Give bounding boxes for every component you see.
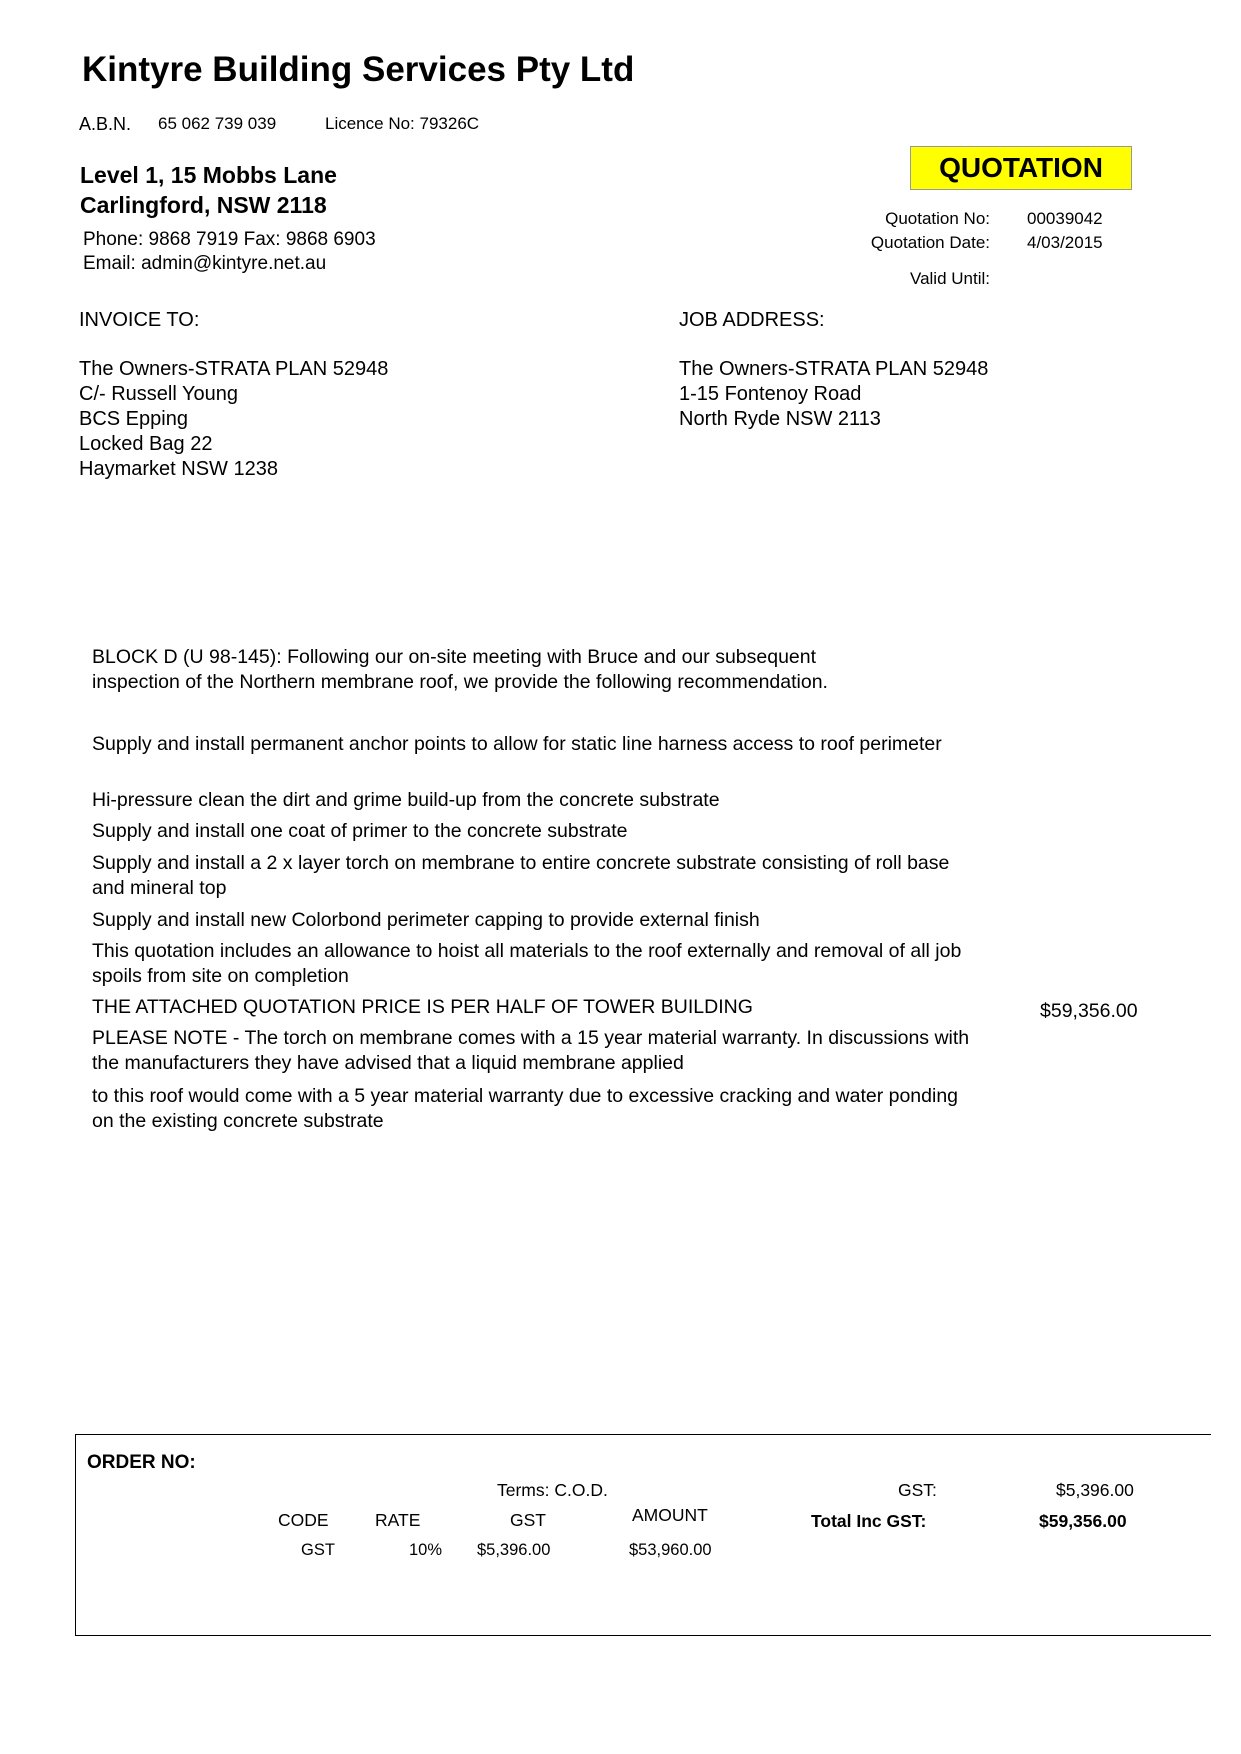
- quotation-badge: QUOTATION: [910, 146, 1132, 190]
- job-address-line: North Ryde NSW 2113: [679, 408, 881, 430]
- email: Email: admin@kintyre.net.au: [83, 253, 327, 274]
- scope-item: Supply and install a 2 x layer torch on membrane to entire concrete substrate consisting of roll base and mineral top: [92, 852, 950, 899]
- quotation-number: 00039042: [1027, 209, 1103, 228]
- invoice-line: Locked Bag 22: [79, 433, 213, 455]
- abn-value: 65 062 739 039: [158, 114, 277, 133]
- intro-text: [92, 645, 828, 695]
- gst-label: GST:: [898, 1480, 937, 1500]
- address-line: Carlingford, NSW 2118: [80, 192, 327, 218]
- invoice-to-address: [79, 357, 388, 482]
- row-code: GST: [301, 1541, 335, 1559]
- totals-box: [75, 1434, 1211, 1636]
- company-contact: [83, 228, 376, 276]
- scope-item: Supply and install new Colorbond perimeter capping to provide external finish: [92, 909, 760, 931]
- invoice-to-label: INVOICE TO:: [79, 309, 200, 331]
- job-address: [679, 357, 988, 432]
- intro-line: inspection of the Northern membrane roof, we provide the following recommendation.: [92, 671, 828, 693]
- job-address-label: JOB ADDRESS:: [679, 309, 825, 331]
- invoice-line: The Owners-STRATA PLAN 52948: [79, 358, 389, 380]
- col-header-code: CODE: [278, 1510, 329, 1530]
- col-header-amount: AMOUNT: [632, 1505, 708, 1525]
- job-address-line: The Owners-STRATA PLAN 52948: [679, 358, 989, 380]
- row-gst: $5,396.00: [477, 1541, 551, 1559]
- company-address: [80, 160, 337, 220]
- gst-value: $5,396.00: [1056, 1480, 1134, 1500]
- quoted-price: $59,356.00: [1040, 1000, 1138, 1022]
- scope-item: THE ATTACHED QUOTATION PRICE IS PER HALF OF TOWER BUILDING: [92, 996, 753, 1018]
- total-value: $59,356.00: [1039, 1511, 1127, 1531]
- row-rate: 10%: [409, 1541, 443, 1559]
- company-name: Kintyre Building Services Pty Ltd: [82, 50, 635, 89]
- job-address-line: 1-15 Fontenoy Road: [679, 383, 862, 405]
- intro-line: BLOCK D (U 98-145): Following our on-site meeting with Bruce and our subsequent: [92, 646, 817, 668]
- quotation-number-label: Quotation No:: [885, 209, 990, 228]
- col-header-gst: GST: [510, 1510, 546, 1530]
- quotation-date-label: Quotation Date:: [870, 233, 990, 252]
- invoice-line: Haymarket NSW 1238: [79, 458, 278, 480]
- valid-until-label: Valid Until:: [910, 269, 990, 288]
- address-line: Level 1, 15 Mobbs Lane: [80, 162, 337, 188]
- scope-item: This quotation includes an allowance to hoist all materials to the roof externally and removal of all job spoils from site on completion: [92, 940, 962, 987]
- phone-fax: Phone: 9868 7919 Fax: 9868 6903: [83, 229, 376, 250]
- scope-item: PLEASE NOTE - The torch on membrane comes with a 15 year material warranty. In discussions with the manufacturers they have advised that a liquid membrane applied: [92, 1027, 970, 1074]
- quotation-date: 4/03/2015: [1027, 233, 1103, 252]
- invoice-line: C/- Russell Young: [79, 383, 238, 405]
- invoice-line: BCS Epping: [79, 408, 188, 430]
- total-label: Total Inc GST:: [811, 1511, 927, 1531]
- scope-item: Supply and install one coat of primer to the concrete substrate: [92, 820, 628, 842]
- abn-label: A.B.N.: [79, 114, 132, 134]
- order-number-label: ORDER NO:: [87, 1452, 196, 1473]
- scope-item: to this roof would come with a 5 year material warranty due to excessive cracking and water ponding on the existing concrete substrate: [92, 1085, 959, 1132]
- scope-item: Supply and install permanent anchor points to allow for static line harness access to roof perimeter: [92, 733, 942, 755]
- scope-item: Hi-pressure clean the dirt and grime build-up from the concrete substrate: [92, 789, 720, 811]
- row-amount: $53,960.00: [629, 1541, 712, 1559]
- col-header-rate: RATE: [375, 1510, 421, 1530]
- licence-number: Licence No: 79326C: [325, 114, 480, 133]
- payment-terms: Terms: C.O.D.: [497, 1480, 608, 1500]
